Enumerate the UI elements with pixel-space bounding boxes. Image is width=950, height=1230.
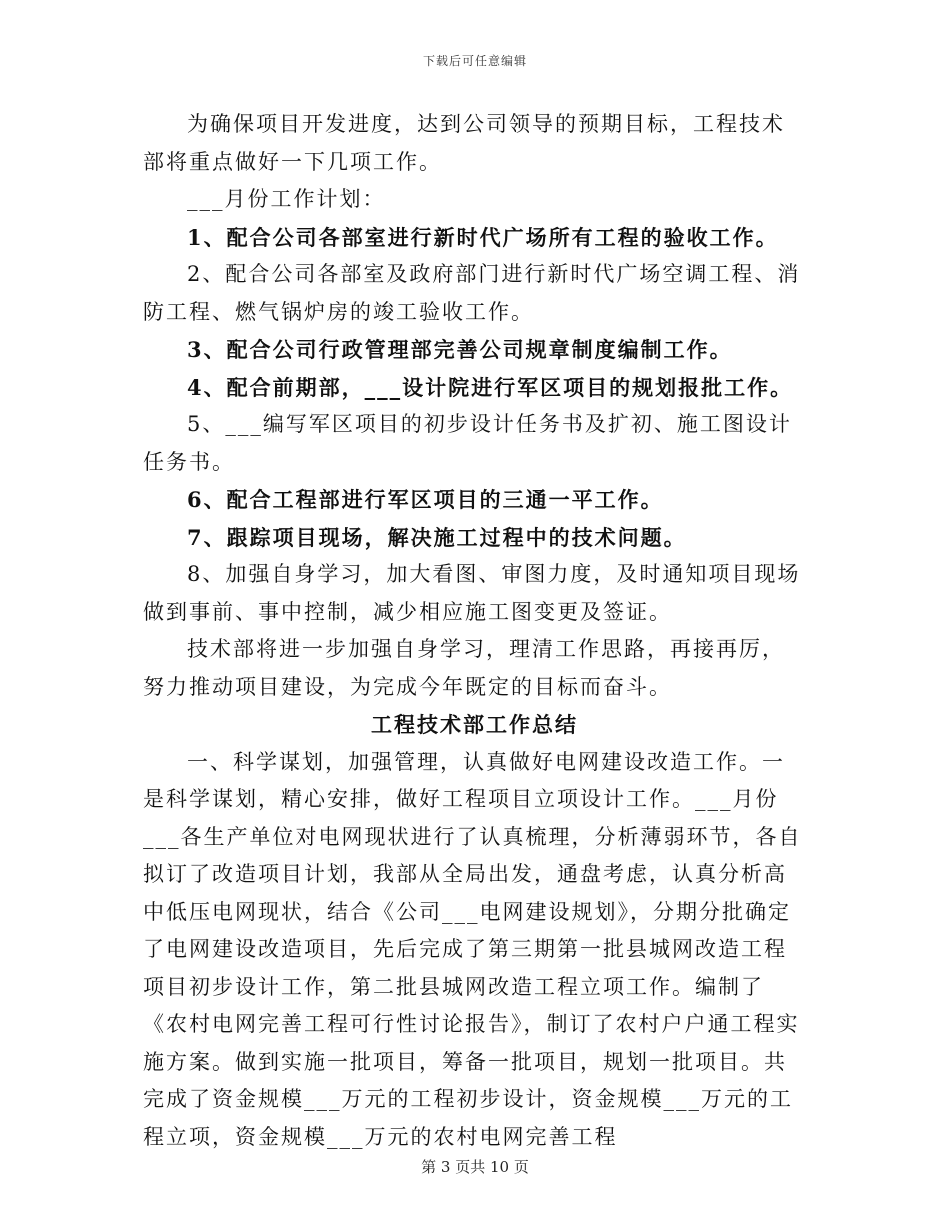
plan-item-6: 6、配合工程部进行军区项目的三通一平工作。 [187, 487, 664, 512]
plan-item-5: 5、___编写军区项目的初步设计任务书及扩初、施工图设计任务书。 [143, 412, 792, 474]
summary-paragraph: 一、科学谋划，加强管理，认真做好电网建设改造工作。一是科学谋划，精心安排，做好工程项目立项设计工作。___月份___各生产单位对电网现状进行了认真梳理，分析薄弱环节，各自拟订了改造项目计划，我部从全局出发，通盘考虑，认真分析高中低压电网现状，结合《公司___电网建设规划》，分期分批确定了电网建设改造项目，先后完成了第三期第一批县城网改造工程项目初步设计工作，第二批县城网改造工程立项工作。编制了《农村电网完善工程可行性讨论报告》，制订了农村户户通工程实施方案。做到实施一批项目，筹备一批项目，规划一批项目。共完成了资金规模___万元的工程初步设计，资金规模___万元的工程立项，资金规模___万元的农村电网完善工程 [143, 749, 802, 1149]
plan-item-4: 4、配合前期部，___设计院进行军区项目的规划报批工作。 [187, 374, 794, 400]
closing-paragraph: 技术部将进一步加强自身学习，理清工作思路，再接再厉，努力推动项目建设，为完成今年既定的目标而奋斗。 [143, 637, 785, 699]
plan-item-8: 8、加强自身学习，加大看图、审图力度，及时通知项目现场做到事前、事中控制，减少相应施工图变更及签证。 [143, 562, 801, 624]
page-header-note: 下载后可任意编辑 [422, 54, 527, 68]
plan-item-7: 7、跟踪项目现场，解决施工过程中的技术问题。 [187, 524, 687, 550]
plan-item-1: 1、配合公司各部室进行新时代广场所有工程的验收工作。 [187, 224, 779, 250]
page-number: 第 3 页共 10 页 [421, 1158, 529, 1176]
plan-item-3: 3、配合公司行政管理部完善公司规章制度编制工作。 [187, 337, 733, 362]
document-body [143, 106, 806, 1156]
intro-paragraph: 为确保项目开发进度，达到公司领导的预期目标，工程技术部将重点做好一下几项工作。 [143, 112, 785, 174]
plan-item-2: 2、配合公司各部室及政府部门进行新时代广场空调工程、消防工程、燃气锅炉房的竣工验收工作。 [143, 262, 801, 324]
section-title: 工程技术部工作总结 [371, 712, 578, 737]
monthly-plan-heading: ___月份工作计划： [187, 187, 386, 211]
